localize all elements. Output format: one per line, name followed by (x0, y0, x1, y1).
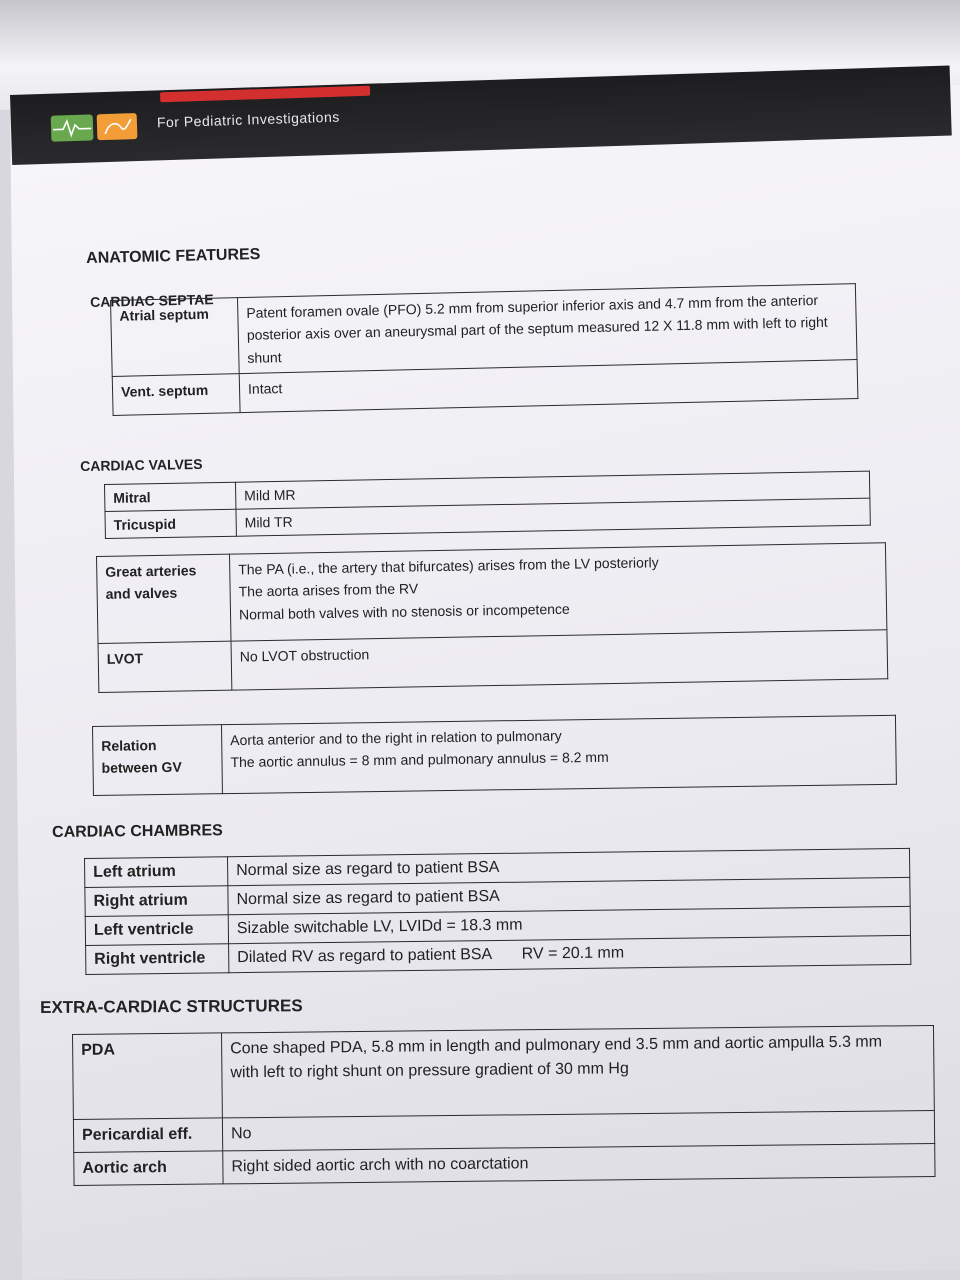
aortic-arch-label: Aortic arch (74, 1151, 223, 1186)
great-arteries-table (96, 542, 888, 693)
extra-cardiac-title: EXTRA-CARDIAC STRUCTURES (40, 996, 303, 1017)
mitral-value: Mild MR (235, 471, 869, 509)
pericardial-eff-label: Pericardial eff. (73, 1118, 222, 1153)
table-row (97, 543, 887, 644)
atrial-septum-label: Atrial septum (111, 298, 240, 377)
tricuspid-label: Tricuspid (105, 509, 236, 538)
great-arteries-label: Great arteries and valves (97, 554, 231, 643)
left-atrium-value: Normal size as regard to patient BSA (227, 848, 909, 885)
mitral-label: Mitral (105, 482, 236, 511)
great-arteries-value (229, 543, 886, 641)
right-atrium-value: Normal size as regard to patient BSA (228, 877, 910, 914)
right-ventricle-text: Dilated RV as regard to patient BSA (237, 946, 492, 967)
anatomic-features-title: ANATOMIC FEATURES (86, 246, 261, 267)
vent-septum-label: Vent. septum (112, 374, 240, 416)
left-atrium-label: Left atrium (85, 857, 228, 888)
great-arteries-line: Normal both valves with no stenosis or incompetence (238, 600, 570, 623)
child-logo-icon (97, 113, 138, 140)
cardiac-chambres-title: CARDIAC CHAMBRES (52, 822, 223, 841)
header-tagline: For Pediatric Investigations (156, 108, 340, 131)
great-arteries-line: The aorta arises from the RV (238, 580, 419, 600)
septae-table (110, 283, 858, 416)
atrial-septum-value: Patent foramen ovale (PFO) 5.2 mm from superior inferior axis and 4.7 mm from the anterior posterior axis over an aneurysmal part of the septum measured 12 X 11.8 mm with left to right shunt (237, 284, 857, 374)
cardiac-valves-title: CARDIAC VALVES (80, 455, 203, 474)
heartbeat-logo-icon (51, 114, 94, 141)
relation-label: Relation between GV (93, 725, 223, 796)
lvot-label: LVOT (98, 641, 232, 692)
relation-line: Aorta anterior and to the right in relation to pulmonary (230, 727, 562, 749)
pericardial-eff-value: No (222, 1110, 934, 1150)
left-ventricle-label: Left ventricle (85, 915, 228, 946)
relation-value (221, 715, 896, 793)
left-ventricle-value: Sizable switchable LV, LVIDd = 18.3 mm (228, 906, 910, 943)
pda-label: PDA (73, 1033, 223, 1120)
right-ventricle-label: Right ventricle (86, 944, 229, 975)
cardiac-septae-title: CARDIAC SEPTAE (90, 291, 214, 310)
vent-septum-value: Intact (239, 360, 858, 413)
pda-value: Cone shaped PDA, 5.8 mm in length and pulmonary end 3.5 mm and aortic ampulla 5.3 mm with left to right shunt on pressure gradient of 30 mm Hg (221, 1025, 934, 1117)
right-atrium-label: Right atrium (85, 886, 228, 917)
table-row (73, 1025, 935, 1119)
extra-cardiac-table (72, 1025, 936, 1186)
great-arteries-line: The PA (i.e., the artery that bifurcates) arises from the LV posteriorly (238, 554, 659, 578)
chambres-table (84, 848, 911, 975)
aortic-arch-value: Right sided aortic arch with no coarctation (223, 1143, 935, 1183)
tricuspid-value: Mild TR (236, 498, 870, 536)
lvot-value: No LVOT obstruction (231, 630, 888, 690)
relation-line: The aortic annulus = 8 mm and pulmonary annulus = 8.2 mm (230, 749, 609, 771)
right-ventricle-measure: RV = 20.1 mm (521, 944, 625, 963)
table-row (93, 715, 897, 795)
relation-table (92, 715, 897, 796)
